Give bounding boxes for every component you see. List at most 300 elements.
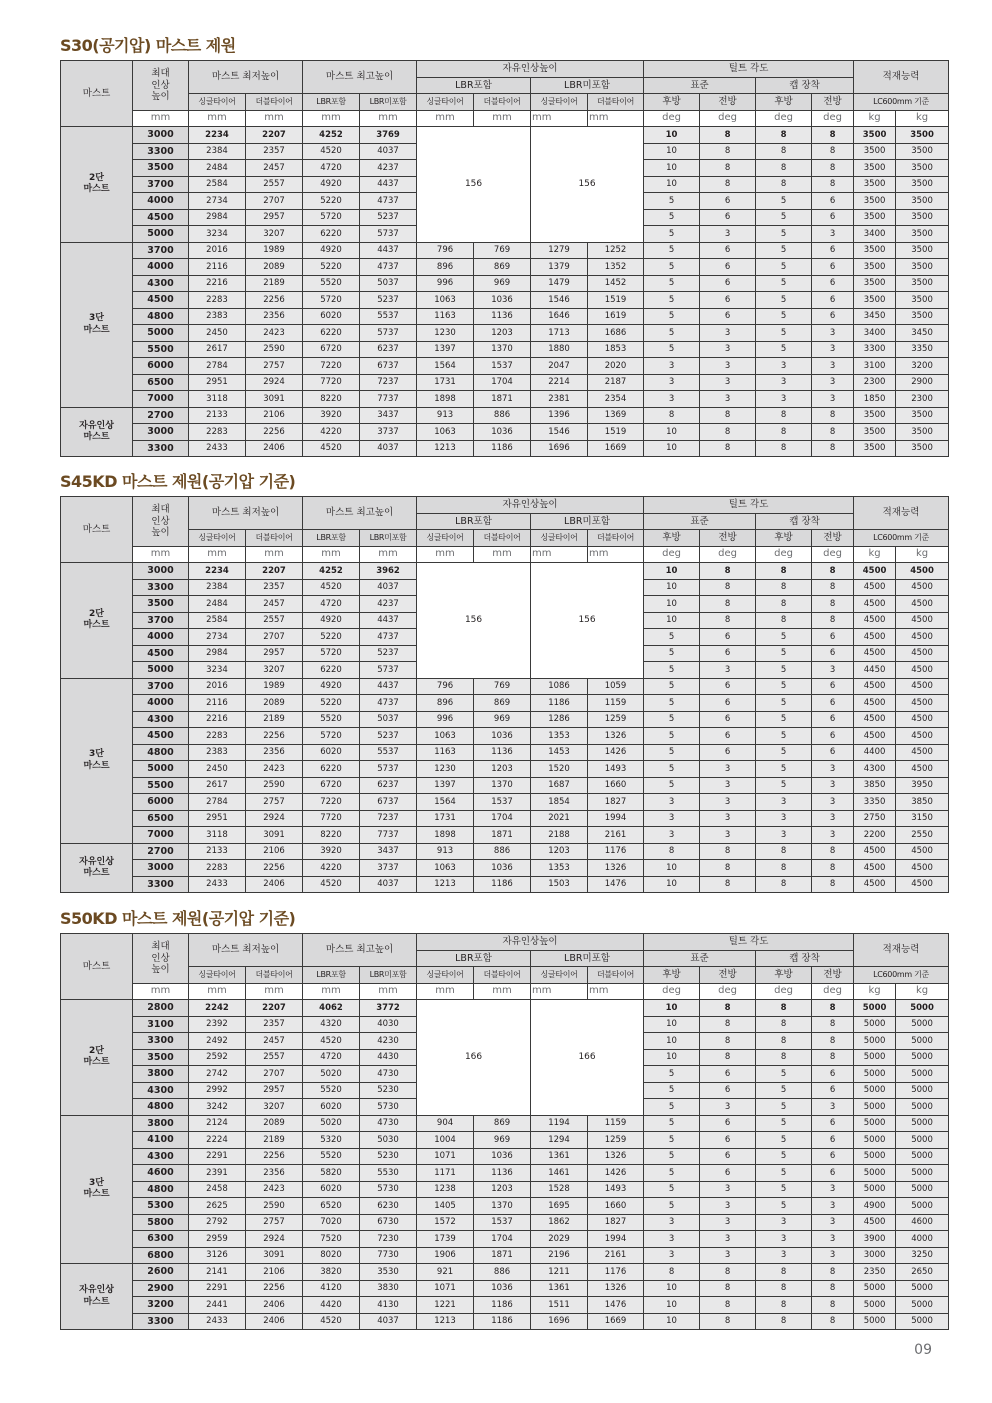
spec-cell: 5 xyxy=(644,744,700,761)
spec-cell: 10 xyxy=(644,143,700,160)
spec-cell: 5000 xyxy=(854,1082,896,1099)
spec-cell: 3 xyxy=(812,1198,854,1215)
spec-cell: 3234 xyxy=(189,226,246,243)
header-lc600: LC600mm 기준 xyxy=(854,94,949,111)
spec-cell: 6 xyxy=(812,678,854,695)
spec-cell: 2381 xyxy=(531,391,588,408)
spec-cell: 5 xyxy=(644,1066,700,1083)
spec-cell: 6 xyxy=(700,744,756,761)
spec-cell: 10 xyxy=(644,579,700,596)
spec-cell: 1898 xyxy=(417,391,474,408)
header-back: 후방 xyxy=(756,94,812,111)
header-lbr-included: LBR포함 xyxy=(417,513,531,530)
spec-cell: 3 xyxy=(756,358,812,375)
spec-cell: 6 xyxy=(812,275,854,292)
spec-cell: 5030 xyxy=(360,1132,417,1149)
spec-cell: 2557 xyxy=(246,612,303,629)
spec-cell: 1704 xyxy=(474,810,531,827)
spec-cell: 8 xyxy=(700,876,756,893)
spec-cell: 10 xyxy=(644,1280,700,1297)
spec-cell: 5220 xyxy=(303,629,360,646)
spec-cell: 8 xyxy=(756,407,812,424)
spec-cell: 8 xyxy=(700,843,756,860)
spec-cell: 5 xyxy=(756,728,812,745)
spec-cell: 1739 xyxy=(417,1231,474,1248)
header-tilt: 틸트 각도 xyxy=(644,61,854,78)
spec-cell: 4500 xyxy=(896,843,949,860)
section-title: S50KD 마스트 제원(공기압 기준) xyxy=(60,909,296,928)
spec-cell: 1452 xyxy=(588,275,644,292)
header-lbr-excluded: LBR미포함 xyxy=(531,950,644,967)
spec-cell: 1850 xyxy=(854,391,896,408)
unit-cell: deg xyxy=(644,546,700,563)
spec-cell: 3 xyxy=(812,1247,854,1264)
spec-cell: 1159 xyxy=(588,1115,644,1132)
spec-cell: 5 xyxy=(644,1181,700,1198)
spec-cell: 2224 xyxy=(189,1132,246,1149)
header-max-lift xyxy=(133,497,189,547)
spec-cell: 1063 xyxy=(417,860,474,877)
table-row xyxy=(61,1313,949,1330)
section-title: S45KD 마스트 제원(공기압 기준) xyxy=(60,472,296,491)
spec-cell: 5 xyxy=(644,1082,700,1099)
spec-cell: 1361 xyxy=(531,1280,588,1297)
header-double-tire: 더블타이어 xyxy=(246,94,303,111)
spec-cell: 3500 xyxy=(854,143,896,160)
spec-cell: 6 xyxy=(812,1165,854,1182)
mast-type-label: 3단 마스트 xyxy=(61,678,133,843)
spec-cell: 2141 xyxy=(189,1264,246,1281)
max-lift-value: 3000 xyxy=(133,127,189,144)
spec-cell: 7237 xyxy=(360,374,417,391)
unit-cell: mm xyxy=(246,546,303,563)
spec-cell: 8 xyxy=(756,612,812,629)
spec-cell: 3500 xyxy=(896,440,949,457)
spec-cell: 2200 xyxy=(854,827,896,844)
spec-cell: 8 xyxy=(812,143,854,160)
spec-cell: 2750 xyxy=(854,810,896,827)
spec-cell: 1669 xyxy=(588,1313,644,1330)
header-single-tire: 싱글타이어 xyxy=(531,94,588,111)
spec-cell: 3500 xyxy=(896,226,949,243)
spec-cell: 8 xyxy=(756,1280,812,1297)
spec-cell: 8 xyxy=(812,127,854,144)
spec-cell: 1203 xyxy=(531,843,588,860)
page-number: 09 xyxy=(914,1342,932,1358)
spec-cell: 969 xyxy=(474,1132,531,1149)
spec-cell: 8 xyxy=(812,876,854,893)
table-row xyxy=(61,325,949,342)
spec-cell: 2757 xyxy=(246,1214,303,1231)
spec-cell: 8 xyxy=(812,843,854,860)
spec-cell: 1071 xyxy=(417,1148,474,1165)
spec-cell: 7730 xyxy=(360,1247,417,1264)
spec-cell: 3 xyxy=(644,1231,700,1248)
spec-cell: 7220 xyxy=(303,358,360,375)
header-back: 후방 xyxy=(644,967,700,984)
spec-cell: 1397 xyxy=(417,777,474,794)
spec-cell: 5 xyxy=(756,242,812,259)
spec-cell: 3250 xyxy=(896,1247,949,1264)
table-row xyxy=(61,308,949,325)
header-tilt: 틸트 각도 xyxy=(644,497,854,514)
spec-cell: 1862 xyxy=(531,1214,588,1231)
spec-cell: 8 xyxy=(756,843,812,860)
spec-cell: 3400 xyxy=(854,226,896,243)
spec-cell: 4130 xyxy=(360,1297,417,1314)
mast-type-label: 자유인상 마스트 xyxy=(61,1264,133,1330)
spec-cell: 5320 xyxy=(303,1132,360,1149)
unit-cell: mm xyxy=(133,110,189,127)
spec-cell: 5 xyxy=(756,1148,812,1165)
spec-cell: 6 xyxy=(700,275,756,292)
spec-cell: 5 xyxy=(644,341,700,358)
spec-cell: 2957 xyxy=(246,645,303,662)
max-lift-value: 2600 xyxy=(133,1264,189,1281)
spec-cell: 10 xyxy=(644,127,700,144)
spec-cell: 5 xyxy=(644,728,700,745)
spec-cell: 8 xyxy=(700,440,756,457)
spec-cell: 4450 xyxy=(854,662,896,679)
spec-cell: 5000 xyxy=(896,1082,949,1099)
spec-cell: 5737 xyxy=(360,662,417,679)
spec-cell: 1063 xyxy=(417,424,474,441)
spec-cell: 6 xyxy=(700,678,756,695)
max-lift-value: 3300 xyxy=(133,579,189,596)
spec-cell: 2106 xyxy=(246,1264,303,1281)
spec-cell: 6 xyxy=(812,1066,854,1083)
max-lift-value: 5000 xyxy=(133,662,189,679)
spec-cell: 1186 xyxy=(531,695,588,712)
spec-cell: 4300 xyxy=(854,761,896,778)
spec-cell: 1528 xyxy=(531,1181,588,1198)
max-lift-value: 7000 xyxy=(133,827,189,844)
header-lbr-included-sub: LBR포함 xyxy=(303,967,360,984)
spec-cell: 5 xyxy=(644,259,700,276)
table-row xyxy=(61,711,949,728)
spec-cell: 2792 xyxy=(189,1214,246,1231)
spec-cell: 8 xyxy=(812,1313,854,1330)
spec-cell: 2457 xyxy=(246,596,303,613)
spec-cell: 5 xyxy=(756,1115,812,1132)
table-row xyxy=(61,292,949,309)
spec-cell: 2106 xyxy=(246,407,303,424)
spec-cell: 6 xyxy=(812,728,854,745)
spec-cell: 2406 xyxy=(246,876,303,893)
max-lift-value: 4300 xyxy=(133,711,189,728)
spec-cell: 2256 xyxy=(246,292,303,309)
spec-cell: 4500 xyxy=(896,860,949,877)
spec-cell: 8 xyxy=(700,176,756,193)
spec-cell: 4500 xyxy=(854,629,896,646)
spec-cell: 1898 xyxy=(417,827,474,844)
spec-cell: 3500 xyxy=(896,308,949,325)
spec-cell: 5720 xyxy=(303,728,360,745)
spec-cell: 8 xyxy=(812,579,854,596)
spec-cell: 1405 xyxy=(417,1198,474,1215)
spec-cell: 4720 xyxy=(303,596,360,613)
header-back: 후방 xyxy=(644,94,700,111)
spec-cell: 4920 xyxy=(303,176,360,193)
spec-cell: 796 xyxy=(417,678,474,695)
spec-cell: 6 xyxy=(700,1165,756,1182)
spec-cell: 2187 xyxy=(588,374,644,391)
spec-cell: 1036 xyxy=(474,1148,531,1165)
spec-cell: 4500 xyxy=(854,596,896,613)
spec-cell: 8 xyxy=(700,424,756,441)
unit-cell: mm xyxy=(303,983,360,1000)
spec-cell: 2161 xyxy=(588,827,644,844)
spec-cell: 3000 xyxy=(854,1247,896,1264)
unit-cell: deg xyxy=(644,110,700,127)
spec-cell: 3 xyxy=(812,777,854,794)
unit-cell: deg xyxy=(812,110,854,127)
spec-cell: 8 xyxy=(700,160,756,177)
spec-cell: 796 xyxy=(417,242,474,259)
spec-cell: 3830 xyxy=(360,1280,417,1297)
table-row xyxy=(61,1247,949,1264)
spec-cell: 1546 xyxy=(531,292,588,309)
spec-cell: 1479 xyxy=(531,275,588,292)
spec-cell: 5000 xyxy=(854,1000,896,1017)
free-lift-value: 156 xyxy=(417,563,531,679)
header-single-tire: 싱글타이어 xyxy=(189,530,246,547)
spec-cell: 3118 xyxy=(189,827,246,844)
spec-cell: 6 xyxy=(700,1115,756,1132)
spec-cell: 1171 xyxy=(417,1165,474,1182)
unit-cell: deg xyxy=(644,983,700,1000)
header-min-height: 마스트 최저높이 xyxy=(189,497,303,530)
spec-cell: 3530 xyxy=(360,1264,417,1281)
max-lift-value: 6300 xyxy=(133,1231,189,1248)
spec-cell: 1213 xyxy=(417,1313,474,1330)
spec-cell: 5 xyxy=(644,275,700,292)
spec-cell: 1731 xyxy=(417,810,474,827)
header-tilt-standard: 표준 xyxy=(644,950,756,967)
spec-cell: 3500 xyxy=(896,424,949,441)
spec-cell: 1687 xyxy=(531,777,588,794)
table-row xyxy=(61,678,949,695)
spec-cell: 1086 xyxy=(531,678,588,695)
max-lift-value: 3300 xyxy=(133,440,189,457)
unit-cell: mm xyxy=(417,110,474,127)
spec-cell: 2047 xyxy=(531,358,588,375)
max-lift-value: 4800 xyxy=(133,1181,189,1198)
header-single-tire: 싱글타이어 xyxy=(531,530,588,547)
spec-cell: 4500 xyxy=(854,563,896,580)
spec-cell: 1063 xyxy=(417,292,474,309)
spec-section-s50kd xyxy=(60,906,949,1331)
spec-cell: 2133 xyxy=(189,407,246,424)
spec-cell: 3 xyxy=(812,374,854,391)
spec-cell: 1906 xyxy=(417,1247,474,1264)
spec-cell: 5 xyxy=(756,777,812,794)
spec-cell: 8 xyxy=(812,1297,854,1314)
spec-cell: 1994 xyxy=(588,810,644,827)
spec-cell: 3 xyxy=(756,794,812,811)
spec-cell: 4500 xyxy=(854,1214,896,1231)
spec-cell: 5000 xyxy=(896,1016,949,1033)
spec-cell: 10 xyxy=(644,596,700,613)
spec-cell: 8220 xyxy=(303,827,360,844)
spec-cell: 4500 xyxy=(896,645,949,662)
max-lift-value: 5500 xyxy=(133,341,189,358)
spec-cell: 4500 xyxy=(854,678,896,695)
spec-cell: 4900 xyxy=(854,1198,896,1215)
spec-cell: 1397 xyxy=(417,341,474,358)
free-lift-value: 156 xyxy=(417,127,531,243)
spec-cell: 6520 xyxy=(303,1198,360,1215)
spec-cell: 3772 xyxy=(360,1000,417,1017)
spec-cell: 3091 xyxy=(246,1247,303,1264)
max-lift-value: 4500 xyxy=(133,728,189,745)
spec-cell: 3500 xyxy=(896,209,949,226)
spec-cell: 1203 xyxy=(474,761,531,778)
spec-cell: 2951 xyxy=(189,810,246,827)
header-double-tire: 더블타이어 xyxy=(246,530,303,547)
spec-cell: 3207 xyxy=(246,662,303,679)
spec-cell: 3 xyxy=(812,325,854,342)
table-row xyxy=(61,761,949,778)
spec-cell: 10 xyxy=(644,1000,700,1017)
spec-cell: 3 xyxy=(700,391,756,408)
spec-cell: 3 xyxy=(756,810,812,827)
max-lift-value: 4500 xyxy=(133,645,189,662)
spec-cell: 6 xyxy=(812,193,854,210)
spec-cell: 6020 xyxy=(303,1099,360,1116)
spec-cell: 6737 xyxy=(360,358,417,375)
spec-cell: 4520 xyxy=(303,440,360,457)
unit-cell: deg xyxy=(756,110,812,127)
max-lift-value: 5000 xyxy=(133,226,189,243)
spec-cell: 8 xyxy=(756,143,812,160)
spec-cell: 5220 xyxy=(303,695,360,712)
spec-cell: 8 xyxy=(700,579,756,596)
spec-cell: 5 xyxy=(756,678,812,695)
spec-cell: 5220 xyxy=(303,259,360,276)
spec-cell: 5020 xyxy=(303,1115,360,1132)
spec-cell: 3850 xyxy=(896,794,949,811)
spec-cell: 2356 xyxy=(246,1165,303,1182)
max-lift-value: 3000 xyxy=(133,860,189,877)
header-double-tire: 더블타이어 xyxy=(588,967,644,984)
spec-cell: 10 xyxy=(644,1016,700,1033)
spec-cell: 4030 xyxy=(360,1016,417,1033)
spec-cell: 2441 xyxy=(189,1297,246,1314)
unit-cell: mm xyxy=(360,546,417,563)
header-max-height: 마스트 최고높이 xyxy=(303,497,417,530)
header-front: 전방 xyxy=(700,94,756,111)
spec-cell: 2089 xyxy=(246,695,303,712)
spec-cell: 4730 xyxy=(360,1115,417,1132)
table-row xyxy=(61,358,949,375)
spec-cell: 1696 xyxy=(531,1313,588,1330)
spec-cell: 5000 xyxy=(854,1148,896,1165)
unit-cell: deg xyxy=(756,983,812,1000)
spec-cell: 7737 xyxy=(360,827,417,844)
spec-cell: 4500 xyxy=(854,860,896,877)
spec-cell: 8 xyxy=(812,1016,854,1033)
spec-cell: 1036 xyxy=(474,1280,531,1297)
spec-cell: 8 xyxy=(756,176,812,193)
spec-cell: 5037 xyxy=(360,275,417,292)
spec-cell: 5 xyxy=(756,645,812,662)
spec-cell: 3 xyxy=(700,1231,756,1248)
spec-cell: 3207 xyxy=(246,226,303,243)
spec-cell: 5 xyxy=(644,193,700,210)
header-min-height: 마스트 최저높이 xyxy=(189,61,303,94)
spec-cell: 5 xyxy=(756,325,812,342)
header-min-height: 마스트 최저높이 xyxy=(189,934,303,967)
max-lift-value: 4300 xyxy=(133,1082,189,1099)
spec-cell: 8 xyxy=(756,860,812,877)
header-max-height: 마스트 최고높이 xyxy=(303,61,417,94)
spec-cell: 3 xyxy=(812,794,854,811)
spec-cell: 5 xyxy=(644,292,700,309)
header-back: 후방 xyxy=(756,967,812,984)
spec-cell: 6737 xyxy=(360,794,417,811)
table-row xyxy=(61,1148,949,1165)
spec-cell: 6 xyxy=(700,242,756,259)
spec-cell: 2216 xyxy=(189,711,246,728)
header-double-tire: 더블타이어 xyxy=(474,94,531,111)
spec-cell: 2951 xyxy=(189,374,246,391)
spec-cell: 4520 xyxy=(303,876,360,893)
spec-cell: 8 xyxy=(700,1049,756,1066)
spec-cell: 1880 xyxy=(531,341,588,358)
unit-cell: kg xyxy=(896,983,949,1000)
free-lift-value: 166 xyxy=(531,1000,644,1116)
header-free-lift: 자유인상높이 xyxy=(417,934,644,951)
spec-cell: 1426 xyxy=(588,1165,644,1182)
spec-cell: 2433 xyxy=(189,876,246,893)
max-lift-value: 4500 xyxy=(133,209,189,226)
spec-cell: 921 xyxy=(417,1264,474,1281)
spec-cell: 2291 xyxy=(189,1148,246,1165)
spec-cell: 6 xyxy=(812,1082,854,1099)
spec-cell: 1520 xyxy=(531,761,588,778)
spec-cell: 1994 xyxy=(588,1231,644,1248)
spec-cell: 1071 xyxy=(417,1280,474,1297)
spec-cell: 1294 xyxy=(531,1132,588,1149)
spec-cell: 5000 xyxy=(896,1115,949,1132)
spec-cell: 3 xyxy=(812,358,854,375)
table-row xyxy=(61,777,949,794)
spec-cell: 5220 xyxy=(303,193,360,210)
spec-cell: 5000 xyxy=(854,1132,896,1149)
unit-cell: deg xyxy=(812,983,854,1000)
unit-cell: deg xyxy=(700,110,756,127)
spec-cell: 8 xyxy=(756,579,812,596)
spec-cell: 2742 xyxy=(189,1066,246,1083)
spec-cell: 2450 xyxy=(189,325,246,342)
spec-cell: 2354 xyxy=(588,391,644,408)
spec-cell: 769 xyxy=(474,678,531,695)
spec-cell: 4500 xyxy=(896,744,949,761)
spec-cell: 3500 xyxy=(854,259,896,276)
spec-cell: 8 xyxy=(812,424,854,441)
spec-cell: 2021 xyxy=(531,810,588,827)
spec-cell: 6720 xyxy=(303,777,360,794)
spec-cell: 1004 xyxy=(417,1132,474,1149)
spec-cell: 3 xyxy=(756,374,812,391)
spec-cell: 2423 xyxy=(246,761,303,778)
spec-cell: 5730 xyxy=(360,1099,417,1116)
spec-cell: 769 xyxy=(474,242,531,259)
table-row xyxy=(61,695,949,712)
max-lift-value: 3700 xyxy=(133,678,189,695)
spec-cell: 5 xyxy=(644,209,700,226)
